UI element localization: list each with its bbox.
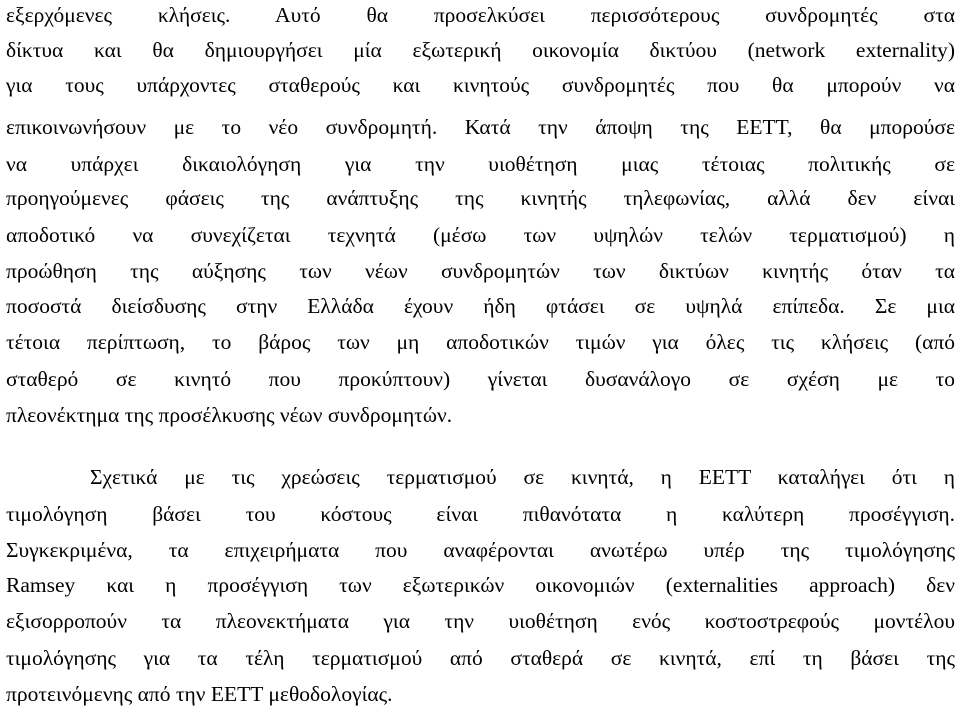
paragraph-1-line-12: πλεονέκτημα της προσέλκυσης νέων συνδρομητών. [6,403,453,427]
paragraph-1-line-9: ποσοστά διείσδυσης στην Ελλάδα έχουν ήδη φτάσει σε υψηλά επίπεδα. Σε μια [6,294,955,318]
paragraph-1-line-1: εξερχόμενες κλήσεις. Αυτό θα προσελκύσει περισσότερους συνδρομητές στα [6,3,955,27]
paragraph-1-line-4: επικοινωνήσουν με το νέο συνδρομητή. Κατά την άποψη της ΕΕΤΤ, θα μπορούσε [6,115,955,139]
paragraph-2-line-4: Ramsey και η προσέγγιση των εξωτερικών οικονομιών (externalities approach) δεν [6,573,955,597]
paragraph-1-line-8: προώθηση της αύξησης των νέων συνδρομητών των δικτύων κινητής όταν τα [6,259,955,283]
paragraph-1-line-2: δίκτυα και θα δημιουργήσει μία εξωτερική οικονομία δικτύου (network externality) [6,38,955,62]
paragraph-2-line-3: Συγκεκριμένα, τα επιχειρήματα που αναφέρονται ανωτέρω υπέρ της τιμολόγησης [6,538,955,562]
paragraph-2-line-7: προτεινόμενης από την ΕΕΤΤ μεθοδολογίας. [6,682,393,706]
paragraph-1-line-7: αποδοτικό να συνεχίζεται τεχνητά (μέσω των υψηλών τελών τερματισμού) η [6,223,955,247]
paragraph-1-line-3: για τους υπάρχοντες σταθερούς και κινητούς συνδρομητές που θα μπορούν να [6,73,955,97]
paragraph-1-line-6: προηγούμενες φάσεις της ανάπτυξης της κινητής τηλεφωνίας, αλλά δεν είναι [6,186,955,210]
paragraph-2-line-1: Σχετικά με τις χρεώσεις τερματισμού σε κινητά, η ΕΕΤΤ καταλήγει ότι η [90,465,955,489]
paragraph-1-line-11: σταθερό σε κινητό που προκύπτουν) γίνεται δυσανάλογο σε σχέση με το [6,367,955,391]
paragraph-2-line-6: τιμολόγησης για τα τέλη τερματισμού από σταθερά σε κινητά, επί τη βάσει της [6,646,955,670]
paragraph-1-line-10: τέτοια περίπτωση, το βάρος των μη αποδοτικών τιμών για όλες τις κλήσεις (από [6,330,955,354]
paragraph-2-line-2: τιμολόγηση βάσει του κόστους είναι πιθανότατα η καλύτερη προσέγγιση. [6,502,955,526]
paragraph-1-line-5: να υπάρχει δικαιολόγηση για την υιοθέτηση μιας τέτοιας πολιτικής σε [6,152,955,176]
paragraph-2-line-5: εξισορροπούν τα πλεονεκτήματα για την υιοθέτηση ενός κοστοστρεφούς μοντέλου [6,609,955,633]
